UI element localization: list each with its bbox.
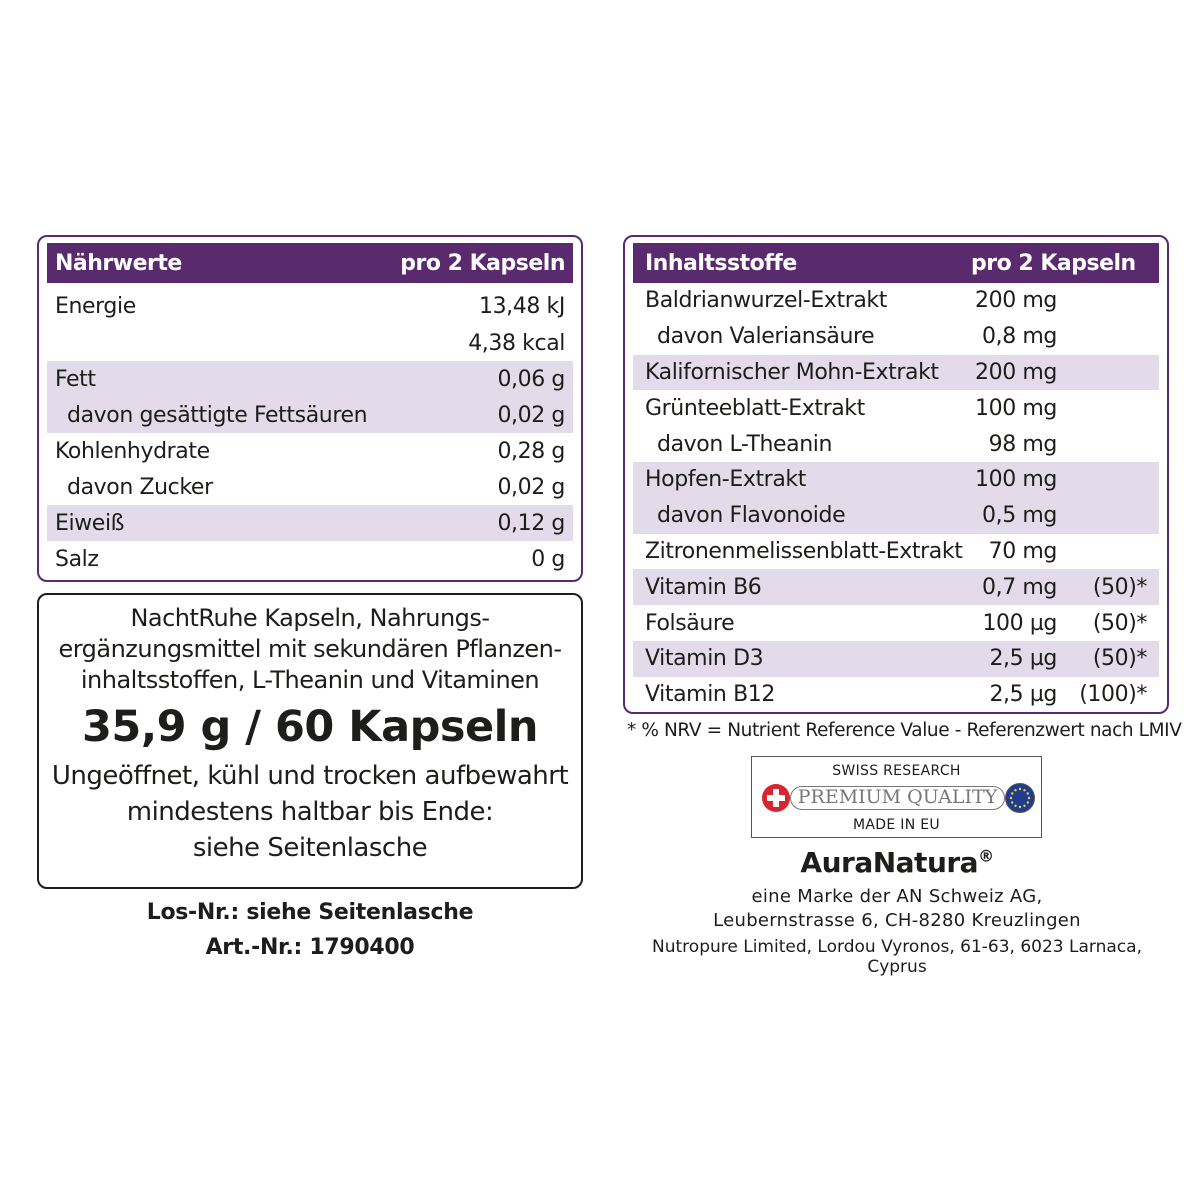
table-row <box>633 677 1159 713</box>
ingredient-amount: 200 mg <box>975 288 1057 314</box>
ingredients-header-label: Inhaltsstoffe <box>645 250 797 276</box>
nutrient-name: Salz <box>55 546 99 572</box>
ingredient-name: Folsäure <box>645 610 735 636</box>
table-row <box>47 433 573 469</box>
nutrient-name: Fett <box>55 366 96 392</box>
ingredient-name: Vitamin D3 <box>645 646 764 672</box>
table-row <box>633 283 1159 319</box>
ingredient-name: davon L-Theanin <box>657 431 833 457</box>
ingredient-amount: 0,5 mg <box>982 503 1057 529</box>
table-row <box>633 605 1159 641</box>
table-row <box>633 498 1159 534</box>
registered-mark: ® <box>978 846 994 866</box>
table-row <box>633 319 1159 355</box>
brand-name: AuraNatura <box>800 846 979 879</box>
nutrition-header-per: pro 2 Kapseln <box>400 250 565 276</box>
storage-line: Ungeöffnet, kühl und trocken aufbewahrt <box>51 761 569 791</box>
lot-number: Los-Nr.: siehe Seitenlasche <box>146 900 474 925</box>
table-row <box>633 534 1159 570</box>
ingredient-nrv: (100)* <box>1079 682 1147 708</box>
brand-name-line <box>627 846 1167 879</box>
ingredient-amount: 200 mg <box>975 359 1057 385</box>
ingredient-amount: 100 mg <box>975 395 1057 421</box>
ingredients-header-per: pro 2 Kapseln <box>971 250 1136 276</box>
article-number: Art.-Nr.: 1790400 <box>205 935 415 960</box>
ingredient-amount: 100 µg <box>982 610 1057 636</box>
badge-bottom-text: MADE IN EU <box>853 817 940 833</box>
table-row <box>633 390 1159 426</box>
nutrient-name: Kohlenhydrate <box>55 438 210 464</box>
table-row <box>47 469 573 505</box>
ingredient-name: davon Valeriansäure <box>657 324 875 350</box>
address-line: Leubernstrasse 6, CH-8280 Kreuzlingen <box>713 910 1081 931</box>
table-row <box>47 325 573 361</box>
nutrient-name: Eiweiß <box>55 510 125 536</box>
nutrition-table <box>37 235 583 582</box>
address-line: eine Marke der AN Schweiz AG, <box>751 886 1043 907</box>
nutrient-value: 0,02 g <box>497 474 565 500</box>
badge-top-text: SWISS RESEARCH <box>832 763 961 779</box>
ingredients-table <box>623 235 1169 714</box>
ingredient-nrv: (50)* <box>1092 610 1147 636</box>
nutrient-name: davon Zucker <box>67 474 213 500</box>
ingredient-name: Vitamin B12 <box>645 682 775 708</box>
swiss-flag-icon <box>762 784 790 812</box>
ingredients-header <box>633 243 1159 283</box>
nutrient-value: 0,12 g <box>497 510 565 536</box>
table-row <box>633 355 1159 391</box>
ingredient-name: Hopfen-Extrakt <box>645 467 806 493</box>
nutrient-name: Energie <box>55 293 136 319</box>
ingredient-amount: 0,7 mg <box>982 574 1057 600</box>
ingredient-amount: 2,5 µg <box>989 682 1057 708</box>
address-line: Nutropure Limited, Lordou Vyronos, 61-63, 6023 Larnaca, Cyprus <box>652 937 1142 977</box>
ingredient-amount: 2,5 µg <box>989 646 1057 672</box>
ingredient-amount: 100 mg <box>975 467 1057 493</box>
ingredient-name: Kalifornischer Mohn-Extrakt <box>645 359 939 385</box>
table-row <box>47 505 573 541</box>
ingredient-nrv: (50)* <box>1092 574 1147 600</box>
table-row <box>47 361 573 397</box>
ingredient-name: Zitronenmelissenblatt-Extrakt <box>645 538 963 564</box>
nutrient-value: 0 g <box>531 546 565 572</box>
ingredient-nrv: (50)* <box>1092 646 1147 672</box>
quality-badge <box>751 756 1042 838</box>
nrv-footnote: * % NRV = Nutrient Reference Value - Referenzwert nach LMIV <box>627 720 1182 741</box>
nutrient-value: 4,38 kcal <box>468 330 565 356</box>
badge-middle-text: PREMIUM QUALITY <box>790 786 1005 810</box>
description-line: ergänzungsmittel mit sekundären Pflanzen- <box>58 635 562 663</box>
storage-line: siehe Seitenlasche <box>192 833 428 863</box>
nutrition-header-label: Nährwerte <box>55 250 182 276</box>
description-line: NachtRuhe Kapseln, Nahrungs- <box>130 604 490 632</box>
ingredient-name: davon Flavonoide <box>657 503 846 529</box>
nutrient-value: 0,28 g <box>497 438 565 464</box>
storage-line: mindestens haltbar bis Ende: <box>126 797 494 827</box>
table-row <box>633 569 1159 605</box>
ingredient-name: Baldrianwurzel-Extrakt <box>645 288 887 314</box>
ingredient-amount: 70 mg <box>988 538 1057 564</box>
ingredient-name: Vitamin B6 <box>645 574 762 600</box>
nutrition-header <box>47 243 573 283</box>
table-row <box>633 462 1159 498</box>
product-info-box <box>37 593 583 889</box>
ingredient-name: Grünteeblatt-Extrakt <box>645 395 865 421</box>
ingredient-amount: 0,8 mg <box>982 324 1057 350</box>
net-quantity: 35,9 g / 60 Kapseln <box>81 702 539 752</box>
nutrient-value: 0,06 g <box>497 366 565 392</box>
nutrient-value: 13,48 kJ <box>478 293 565 319</box>
table-row <box>633 426 1159 462</box>
description-line: inhaltsstoffen, L-Theanin und Vitaminen <box>80 666 540 694</box>
eu-flag-icon <box>1005 783 1035 813</box>
table-row <box>47 541 573 577</box>
nutrient-value: 0,02 g <box>497 402 565 428</box>
table-row <box>633 641 1159 677</box>
ingredient-amount: 98 mg <box>988 431 1057 457</box>
nutrient-name: davon gesättigte Fettsäuren <box>67 402 368 428</box>
table-row <box>47 287 573 325</box>
table-row <box>47 397 573 433</box>
